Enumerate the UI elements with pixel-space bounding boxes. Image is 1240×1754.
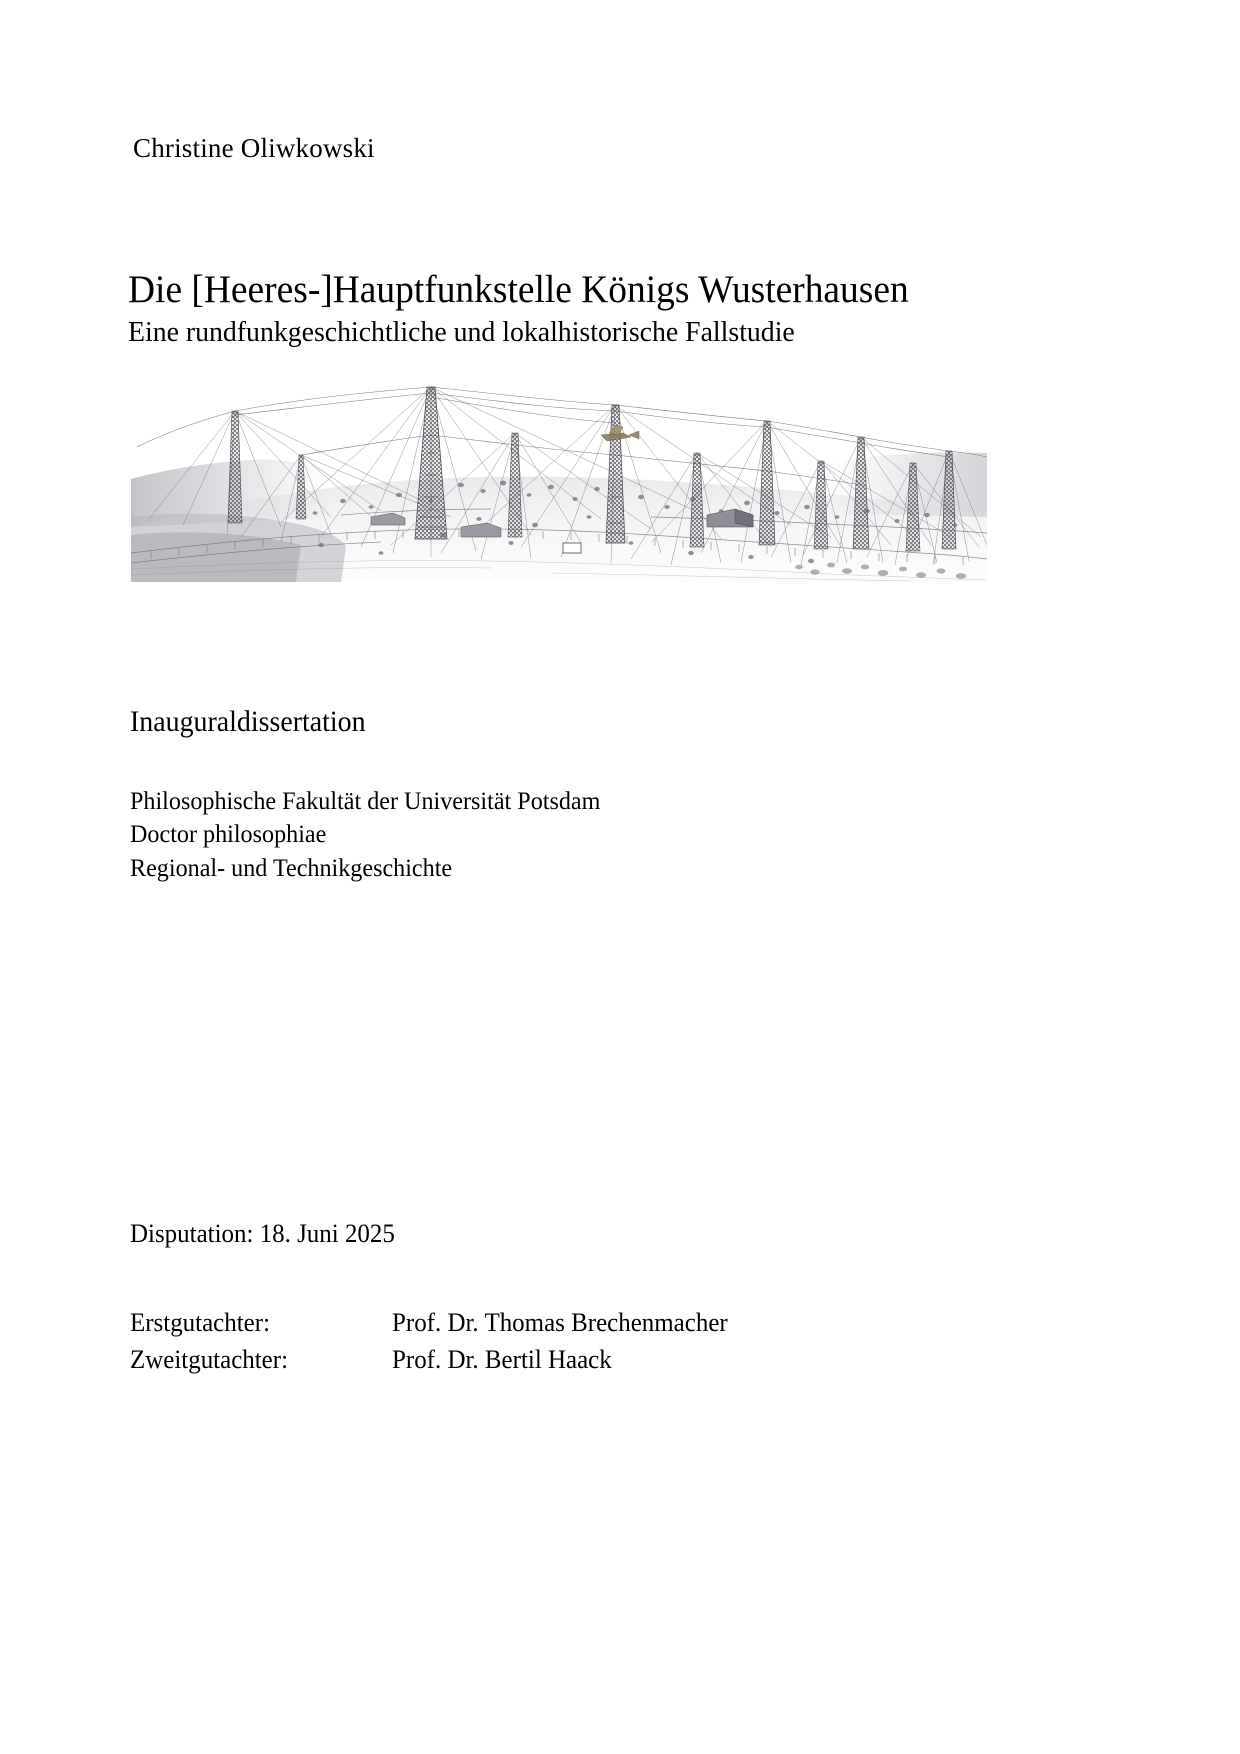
reviewer-row — [130, 1342, 742, 1379]
disputation-date: Disputation: 18. Juni 2025 — [130, 1219, 395, 1248]
reviewers-block — [130, 1305, 742, 1379]
page-subtitle: Eine rundfunkgeschichtliche und lokalhistorische Fallstudie — [128, 316, 795, 348]
faculty-line-2: Doctor philosophiae — [130, 821, 327, 849]
faculty-block — [130, 785, 617, 885]
second-reviewer-name: Prof. Dr. Bertil Haack — [392, 1344, 612, 1374]
page-title: Die [Heeres-]Hauptfunkstelle Königs Wusterhausen — [128, 268, 909, 311]
station-drawing — [131, 367, 987, 582]
dissertation-type: Inauguraldissertation — [130, 705, 366, 738]
reviewer-row — [130, 1305, 742, 1342]
transmitter-station-illustration — [131, 367, 987, 582]
faculty-line-3: Regional- und Technikgeschichte — [130, 854, 453, 882]
faculty-line-1: Philosophische Fakultät der Universität Potsdam — [130, 788, 601, 815]
title-block — [128, 268, 1108, 350]
author-name: Christine Oliwkowski — [133, 133, 375, 163]
first-reviewer-name: Prof. Dr. Thomas Brechenmacher — [392, 1308, 728, 1337]
first-reviewer-label: Erstgutachter: — [130, 1308, 271, 1337]
second-reviewer-label: Zweitgutachter: — [130, 1344, 289, 1374]
